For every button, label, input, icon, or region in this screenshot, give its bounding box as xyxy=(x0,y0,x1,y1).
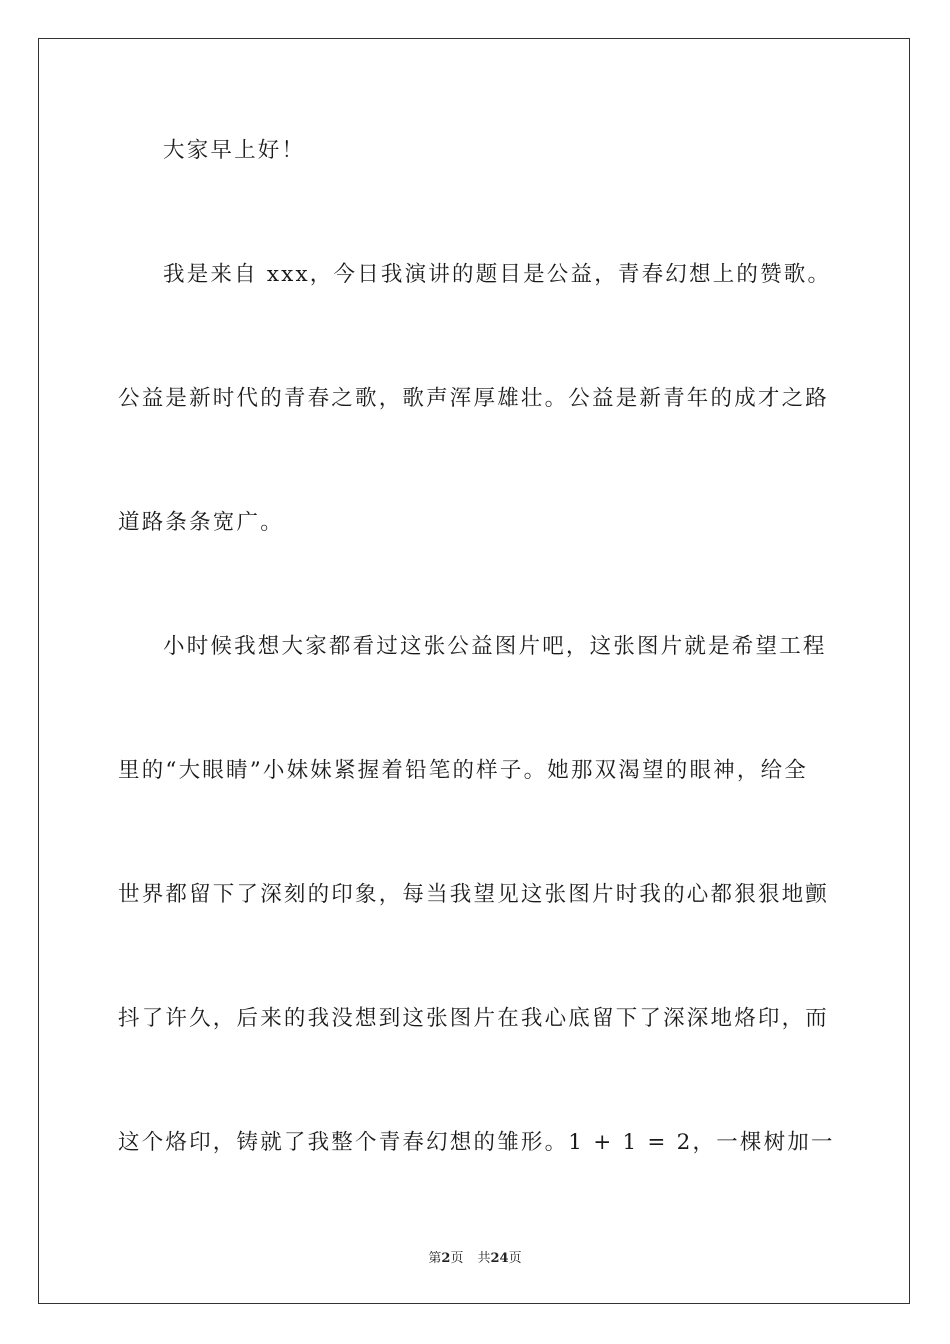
page-border xyxy=(38,38,910,1304)
page-footer xyxy=(0,1247,950,1266)
footer-total-prefix: 共 xyxy=(477,1251,491,1266)
text-line-4: 道路条条宽广。 xyxy=(118,510,284,535)
text-line-7: 世界都留下了深刻的印象，每当我望见这张图片时我的心都狠狠地颤 xyxy=(118,882,830,907)
footer-page-current: 2 xyxy=(441,1251,451,1266)
text-line-1: 大家早上好！ xyxy=(163,138,306,163)
text-line-9: 这个烙印，铸就了我整个青春幻想的雏形。1 + 1 = 2，一棵树加一 xyxy=(118,1130,835,1155)
footer-total-suffix: 页 xyxy=(508,1251,522,1266)
text-line-2: 我是来自 xxx，今日我演讲的题目是公益，青春幻想上的赞歌。 xyxy=(163,262,832,287)
text-line-8: 抖了许久，后来的我没想到这张图片在我心底留下了深深地烙印，而 xyxy=(118,1006,830,1031)
text-line-6: 里的“大眼睛”小妹妹紧握着铅笔的样子。她那双渴望的眼神，给全 xyxy=(118,758,808,783)
text-line-3: 公益是新时代的青春之歌，歌声浑厚雄壮。公益是新青年的成才之路 xyxy=(118,386,830,411)
footer-page-suffix: 页 xyxy=(450,1251,464,1266)
text-line-5: 小时候我想大家都看过这张公益图片吧，这张图片就是希望工程 xyxy=(163,634,827,659)
footer-page-total: 24 xyxy=(490,1251,509,1266)
footer-page-prefix: 第 xyxy=(428,1251,442,1266)
